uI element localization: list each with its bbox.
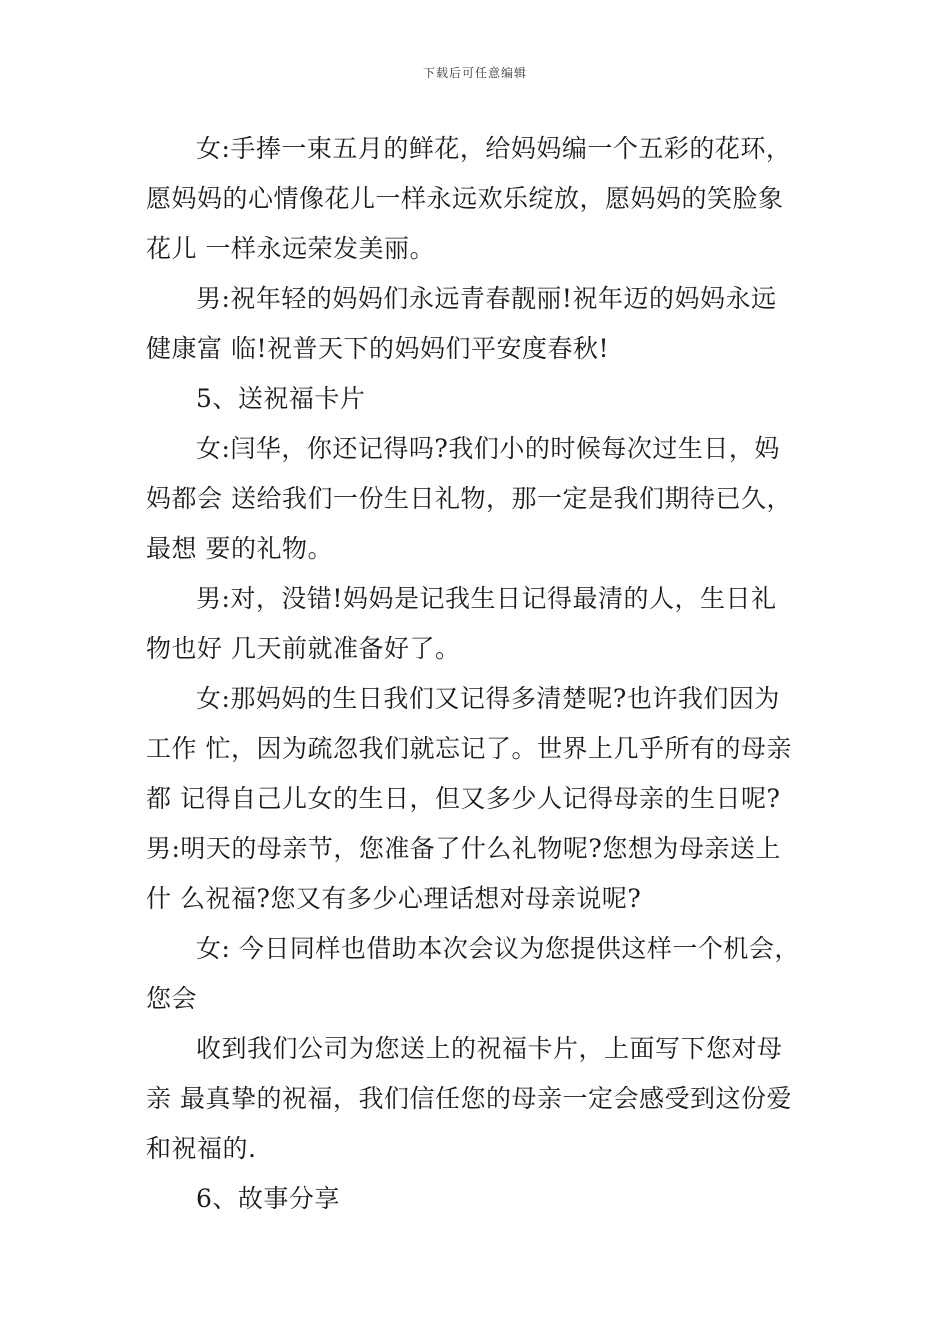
text-line: 妈都会 送给我们一份生日礼物，那一定是我们期待已久， bbox=[146, 484, 792, 513]
text-line: 愿妈妈的心情像花儿一样永远欢乐绽放，愿妈妈的笑脸象 bbox=[146, 184, 784, 213]
text-line: 您会 bbox=[146, 984, 198, 1013]
page-header-note: 下载后可任意编辑 bbox=[422, 66, 527, 80]
text-line: 亲 最真挚的祝福，我们信任您的母亲一定会感受到这份爱 bbox=[146, 1084, 792, 1113]
text-line: 花儿 一样永远荣发美丽。 bbox=[146, 234, 435, 263]
document-body bbox=[146, 124, 826, 1224]
text-line: 都 记得自己儿女的生日，但又多少人记得母亲的生日呢? bbox=[146, 784, 781, 813]
text-line: 女:那妈妈的生日我们又记得多清楚呢?也许我们因为 bbox=[196, 684, 780, 713]
text-line: 收到我们公司为您送上的祝福卡片，上面写下您对母 bbox=[196, 1034, 783, 1063]
text-line: 男:祝年轻的妈妈们永远青春靓丽!祝年迈的妈妈永远 bbox=[196, 284, 777, 313]
section-heading: 6、故事分享 bbox=[196, 1184, 340, 1213]
text-line: 女:手捧一束五月的鲜花，给妈妈编一个五彩的花环， bbox=[196, 134, 792, 163]
text-line: 健康富 临!祝普天下的妈妈们平安度春秋! bbox=[146, 334, 610, 363]
text-line: 女: 今日同样也借助本次会议为您提供这样一个机会， bbox=[196, 934, 800, 963]
text-line: 男:明天的母亲节，您准备了什么礼物呢?您想为母亲送上 bbox=[146, 834, 781, 863]
text-line: 和祝福的. bbox=[146, 1134, 257, 1163]
text-line: 男:对，没错!妈妈是记我生日记得最清的人，生日礼 bbox=[196, 584, 777, 613]
text-line: 工作 忙，因为疏忽我们就忘记了。世界上几乎所有的母亲 bbox=[146, 734, 792, 763]
text-line: 女:闫华，你还记得吗?我们小的时候每次过生日，妈 bbox=[196, 434, 780, 463]
text-line: 最想 要的礼物。 bbox=[146, 534, 333, 563]
text-line: 什 么祝福?您又有多少心理话想对母亲说呢? bbox=[146, 884, 642, 913]
text-line: 物也好 几天前就准备好了。 bbox=[146, 634, 461, 663]
section-heading: 5、送祝福卡片 bbox=[196, 384, 366, 413]
